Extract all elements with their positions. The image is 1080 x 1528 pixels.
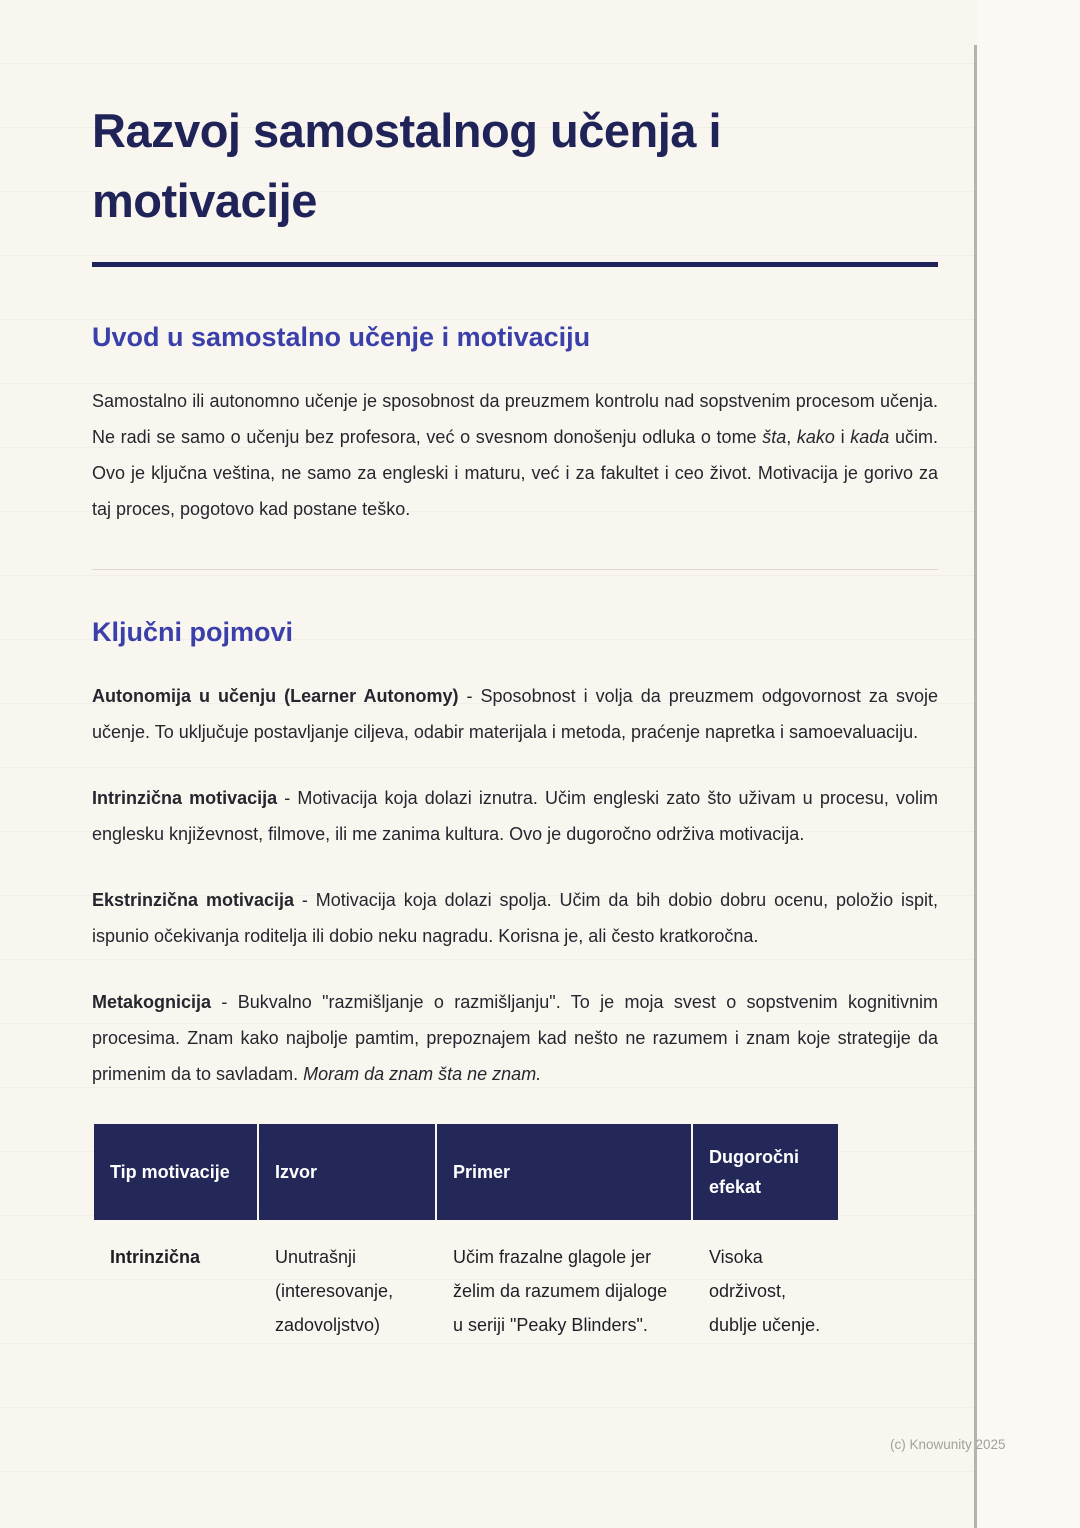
page-title: Razvoj samostalnog učenja i motivacije: [92, 104, 722, 227]
concept-paragraph-autonomy: Autonomija u učenju (Learner Autonomy) - Sposobnost i volja da preuzmem odgovornost za svoje učenje. To uključuje postavljanje ciljeva, odabir materijala i metoda, praćenje napretka i samoevaluaciju.: [92, 686, 938, 742]
key-concepts-heading: Ključni pojmovi: [92, 617, 294, 647]
table-header-dugorocni-efekat: Dugoročni efekat: [693, 1124, 838, 1220]
table-cell-tip: Intrinzična: [110, 1247, 201, 1267]
section-divider: [92, 569, 938, 570]
app-background-gutter: [977, 0, 1080, 1528]
table-cell-primer: Učim frazalne glagole jer želim da razumem dijaloge u seriji "Peaky Blinders".: [453, 1247, 668, 1335]
motivation-table: [92, 1122, 840, 1360]
intro-paragraph: Samostalno ili autonomno učenje je sposobnost da preuzmem kontrolu nad sopstvenim procesom učenja. Ne radi se samo o učenju bez profesora, već o svesnom donošenju odluka o tome šta, kako i kada učim. Ovo je ključna veština, ne samo za engleski i maturu, već i za fakultet i ceo život. Motivacija je gorivo za taj proces, pogotovo kad postane teško.: [92, 391, 938, 519]
table-header-tip-motivacije: Tip motivacije: [94, 1124, 257, 1220]
concept-paragraph-extrinsic: Ekstrinzična motivacija - Motivacija koja dolazi spolja. Učim da bih dobio dobru ocenu, položio ispit, ispunio očekivanja roditelja ili dobio neku nagradu. Korisna je, ali često kratkoročna.: [92, 890, 938, 946]
table-header-primer: Primer: [437, 1124, 691, 1220]
concept-paragraph-intrinsic: Intrinzična motivacija - Motivacija koja dolazi iznutra. Učim engleski zato što uživam u procesu, volim englesku književnost, filmove, ili me zanima kultura. Ovo je dugoročno održiva motivacija.: [92, 788, 938, 844]
table-header-row: [94, 1124, 838, 1220]
section-key-concepts: [92, 616, 938, 1092]
intro-section-heading: Uvod u samostalno učenje i motivaciju: [92, 322, 591, 352]
table-header-izvor: Izvor: [259, 1124, 435, 1220]
copyright-watermark: (c) Knowunity 2025: [890, 1437, 1006, 1452]
table-row: [94, 1222, 838, 1358]
concept-paragraph-metacognition: Metakognicija - Bukvalno "razmišljanje o razmišljanju". To je moja svest o sopstvenim kognitivnim procesima. Znam kako najbolje pamtim, prepoznajem kad nešto ne razumem i znam koje strategije da primenim da to savladam. Moram da znam šta ne znam.: [92, 992, 938, 1084]
table-cell-efekat: Visoka održivost, dublje učenje.: [709, 1247, 821, 1335]
title-rule: [92, 262, 938, 267]
table-cell-izvor: Unutrašnji (interesovanje, zadovoljstvo): [275, 1247, 394, 1335]
section-intro: [92, 321, 938, 527]
